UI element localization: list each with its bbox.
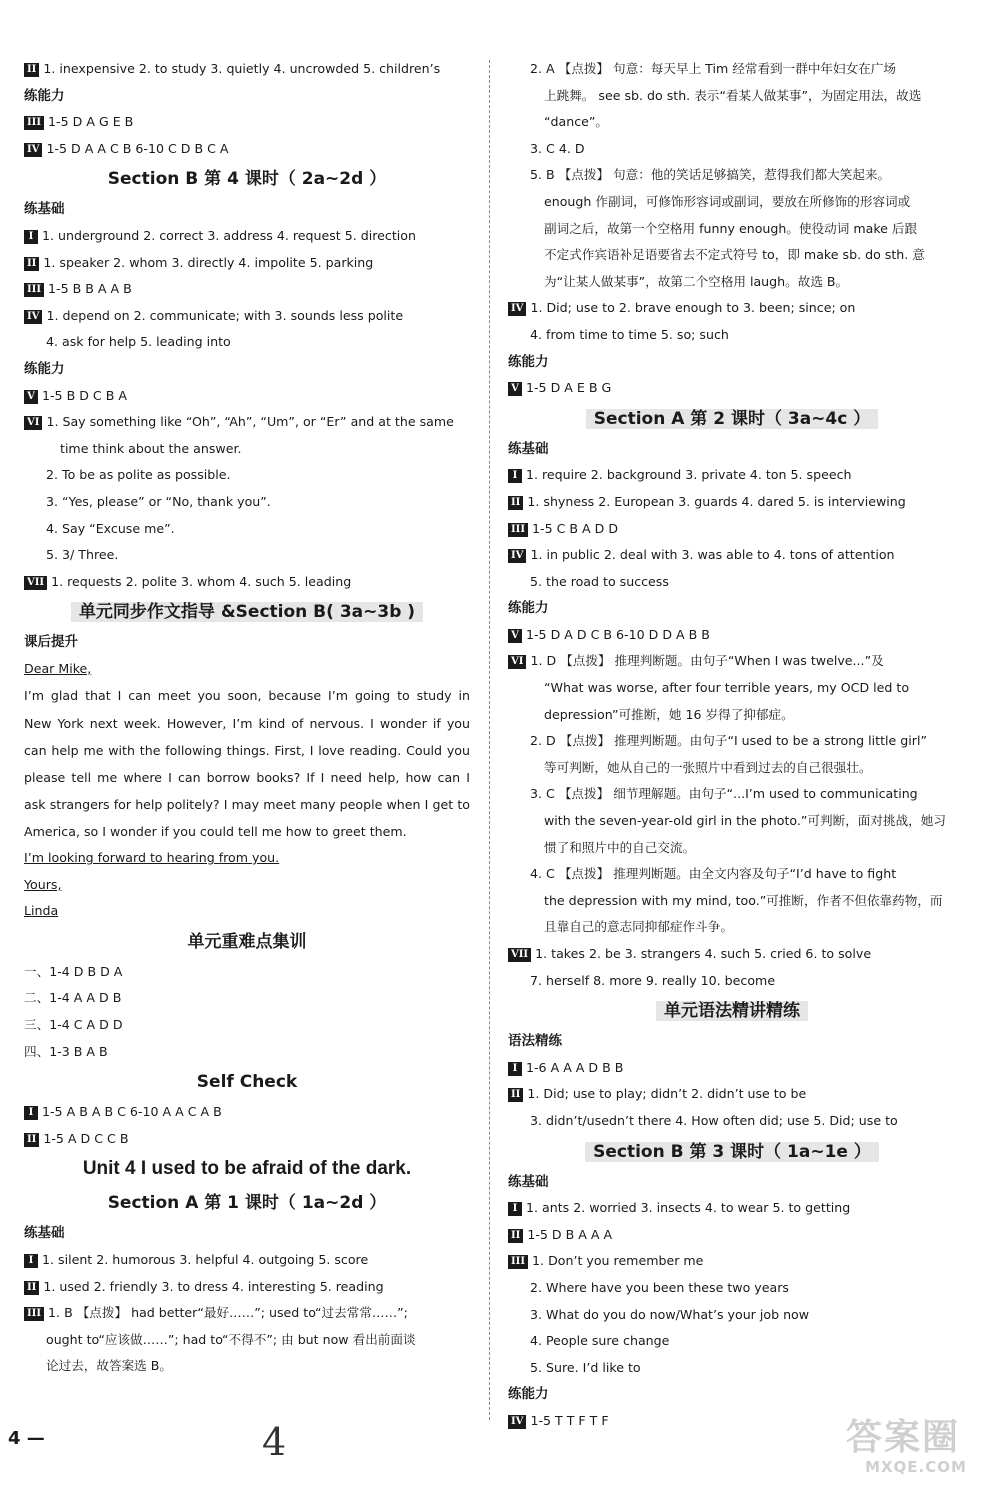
exercise-category-label: 练能力 <box>508 353 549 370</box>
answer-text: 1. speaker 2. whom 3. directly 4. impolite 5. parking <box>43 254 374 270</box>
answer-line <box>508 888 956 915</box>
exercise-category-label: 语法精练 <box>508 1033 562 1050</box>
answer-text: 7. herself 8. more 9. really 10. become <box>530 972 776 988</box>
answer-line <box>24 1353 470 1380</box>
question-number-badge: II <box>508 1088 523 1102</box>
answer-text: ought to“应该做……”; had to“不得不”; 由 but now 看出前面谈 <box>46 1331 416 1347</box>
column-divider <box>489 60 490 1420</box>
answer-text: 且靠自己的意志同抑郁症作斗争。 <box>544 919 733 935</box>
answer-line <box>24 136 470 163</box>
answer-text: 1-5 D B A A A <box>527 1226 613 1242</box>
answer-line <box>24 1126 470 1153</box>
answer-text: 5. 3/ Three. <box>46 547 119 563</box>
answer-text: 4. ask for help 5. leading into <box>46 334 231 350</box>
exercise-category-label: 练基础 <box>24 201 65 218</box>
answer-text: 1. Did; use to 2. brave enough to 3. been; since; on <box>530 300 856 316</box>
answer-text: 3. C 4. D <box>530 140 585 156</box>
unit-title: Unit 4 I used to be afraid of the dark. <box>82 1158 412 1180</box>
question-number-badge: IV <box>508 302 526 316</box>
answer-line <box>24 409 470 436</box>
answer-text: the depression with my mind, too.”可推断，作者不但依靠药物，而 <box>544 892 943 908</box>
answer-text: 1. B 【点拨】 had better“最好……”; used to“过去常常……”; <box>48 1305 408 1321</box>
answer-text: enough 作副词，可修饰形容词或副词，要放在所修饰的形容词或 <box>544 193 911 209</box>
handwritten-page-mark: 4 <box>262 1420 287 1464</box>
answer-text: 1-5 B D C B A <box>42 387 127 403</box>
answer-line <box>508 216 956 243</box>
answer-text: 1-5 A B A B C 6-10 A A C A B <box>42 1104 222 1120</box>
answer-line <box>24 1327 470 1354</box>
answer-text: “What was worse, after four terrible years, my OCD led to <box>544 680 910 696</box>
question-number-badge: IV <box>24 143 42 157</box>
answer-text: 副词之后，故第一个空格用 funny enough。使役动词 make 后跟 <box>544 220 918 236</box>
answer-text: 等可判断，她从自己的一张照片中看到过去的自己很强壮。 <box>544 759 872 775</box>
section-heading-text: 单元语法精讲精练 <box>656 1001 808 1021</box>
exercise-category-label: 练基础 <box>508 1173 549 1190</box>
section-heading-text: 单元同步作文指导 &Section B( 3a~3b ) <box>71 602 423 622</box>
answer-line <box>508 702 956 729</box>
answer-line <box>508 542 956 569</box>
answer-line <box>508 781 956 808</box>
essay-line: please tell me where I can borrow books? If I need help, how can I <box>24 769 470 785</box>
question-number-badge: III <box>24 116 44 130</box>
watermark-title: 答案圈 <box>846 1417 961 1458</box>
question-number-badge: V <box>24 390 38 404</box>
answer-text: 1. shyness 2. European 3. guards 4. dared 5. is interviewing <box>527 493 906 509</box>
answer-text: 1. underground 2. correct 3. address 4. request 5. direction <box>42 227 416 243</box>
answer-text: 1. Did; use to play; didn’t 2. didn’t use to be <box>527 1086 807 1102</box>
question-number-badge: VII <box>508 948 531 962</box>
answer-text: 3. C 【点拨】 细节理解题。由句子“...I’m used to communicating <box>530 786 918 802</box>
answer-line <box>508 941 956 968</box>
answer-text: 1. ants 2. worried 3. insects 4. to wear 5. to getting <box>526 1200 851 1216</box>
answer-line <box>508 162 956 189</box>
answer-text: 1. in public 2. deal with 3. was able to 4. tons of attention <box>530 547 895 563</box>
question-number-badge: II <box>24 1133 39 1147</box>
question-number-badge: III <box>24 283 44 297</box>
essay-line: New York next week. However, I’m kind of nervous. I wonder if you <box>24 715 470 731</box>
answer-text: 1-5 B B A A B <box>48 281 132 297</box>
answer-line <box>508 569 956 596</box>
answer-line <box>508 914 956 941</box>
answer-text: depression”可推断，她 16 岁得了抑郁症。 <box>544 706 794 722</box>
answer-line <box>24 462 470 489</box>
section-heading <box>24 162 470 196</box>
section-heading <box>24 925 470 959</box>
answer-line <box>24 109 470 136</box>
answer-line <box>508 516 956 543</box>
question-number-badge: III <box>24 1307 44 1321</box>
answer-line <box>24 303 470 330</box>
right-column <box>508 56 956 1435</box>
answer-line <box>24 223 470 250</box>
answer-line: 三、1-4 C A D D <box>24 1017 123 1032</box>
question-number-badge: II <box>24 63 39 77</box>
answer-text: 5. Sure. I’d like to <box>530 1359 641 1375</box>
answer-text: 1. Don’t you remember me <box>532 1253 704 1269</box>
answer-text: 1-5 T T F T F <box>530 1412 609 1428</box>
section-heading <box>24 1186 470 1220</box>
answer-line <box>508 835 956 862</box>
exercise-category-label: 练基础 <box>508 440 549 457</box>
answer-text: 为“让某人做某事”，故第二个空格用 laugh。故选 B。 <box>544 273 849 289</box>
answer-text: 1-5 D A G E B <box>48 114 134 130</box>
answer-line <box>24 542 470 569</box>
answer-line <box>508 1108 956 1135</box>
answer-text: 1-5 D A A C B 6-10 C D B C A <box>46 140 229 156</box>
exercise-category-label: 练基础 <box>24 1225 65 1242</box>
question-number-badge: III <box>508 523 528 537</box>
answer-text: 1. used 2. friendly 3. to dress 4. interesting 5. reading <box>43 1278 384 1294</box>
section-heading <box>508 994 956 1028</box>
answer-text: 5. the road to success <box>530 573 669 589</box>
answer-line <box>508 1275 956 1302</box>
answer-line <box>508 1055 956 1082</box>
exercise-category-label: 练能力 <box>24 360 65 377</box>
question-number-badge: III <box>508 1255 528 1269</box>
answer-line <box>508 83 956 110</box>
section-heading <box>508 1135 956 1169</box>
answer-text: 2. Where have you been these two years <box>530 1279 789 1295</box>
answer-text: 1-5 D A E B G <box>526 380 612 396</box>
answer-line <box>508 755 956 782</box>
answer-line <box>508 808 956 835</box>
page-number: 4 — <box>8 1428 45 1449</box>
answer-line <box>508 295 956 322</box>
section-heading <box>508 402 956 436</box>
exercise-category-label: 练能力 <box>508 1386 549 1403</box>
question-number-badge: VI <box>508 655 526 669</box>
answer-text: 4. C 【点拨】 推理判断题。由全文内容及句子“I’d have to fight <box>530 866 897 882</box>
answer-text: 1-6 A A A D B B <box>526 1059 624 1075</box>
answer-line <box>508 489 956 516</box>
answer-line <box>24 329 470 356</box>
answer-line <box>508 861 956 888</box>
answer-line <box>24 1247 470 1274</box>
letter-line: I’m looking forward to hearing from you. <box>24 850 280 866</box>
answer-line <box>508 269 956 296</box>
answer-line: 二、1-4 A A D B <box>24 990 122 1006</box>
answer-text: 3. “Yes, please” or “No, thank you”. <box>46 493 271 509</box>
question-number-badge: VI <box>24 416 42 430</box>
answer-text: 1. require 2. background 3. private 4. ton 5. speech <box>526 467 852 483</box>
answer-text: 1. requests 2. polite 3. whom 4. such 5. leading <box>51 573 352 589</box>
answer-text: 2. D 【点拨】 推理判断题。由句子“I used to be a strong little girl” <box>530 733 927 749</box>
answer-line <box>24 436 470 463</box>
answer-line <box>24 276 470 303</box>
answer-line <box>24 489 470 516</box>
answer-text: 4. People sure change <box>530 1333 670 1349</box>
answer-text: 1-5 D A D C B 6-10 D D A B B <box>526 626 710 642</box>
answer-text: 不定式作宾语补足语要省去不定式符号 to，即 make sb. do sth. 意 <box>544 247 925 263</box>
answer-line <box>24 250 470 277</box>
watermark-url: MXQE.COM <box>865 1458 967 1476</box>
question-number-badge: II <box>24 257 39 271</box>
answer-text: “dance”。 <box>544 114 609 130</box>
answer-line <box>508 56 956 83</box>
answer-line <box>508 109 956 136</box>
answer-line <box>508 622 956 649</box>
answer-text: 论过去，故答案选 B。 <box>46 1358 172 1374</box>
question-number-badge: IV <box>508 549 526 563</box>
question-number-badge: II <box>508 1229 523 1243</box>
answer-text: 惯了和照片中的自己交流。 <box>544 839 696 855</box>
answer-line <box>508 648 956 675</box>
answer-line <box>24 1300 470 1327</box>
left-column <box>24 56 470 1380</box>
answer-line <box>508 136 956 163</box>
letter-line: Yours, <box>24 876 62 892</box>
answer-text: 1. silent 2. humorous 3. helpful 4. outgoing 5. score <box>42 1251 369 1267</box>
answer-text: 3. What do you do now/What’s your job now <box>530 1306 810 1322</box>
letter-line: Dear Mike, <box>24 660 92 676</box>
answer-line <box>508 1328 956 1355</box>
answer-line <box>508 1302 956 1329</box>
answer-line <box>508 1248 956 1275</box>
question-number-badge: IV <box>508 1415 526 1429</box>
answer-line <box>24 383 470 410</box>
answer-line: 四、1-3 B A B <box>24 1043 108 1059</box>
answer-line <box>508 322 956 349</box>
question-number-badge: VII <box>24 576 47 590</box>
answer-line: 一、1-4 D B D A <box>24 963 123 979</box>
answer-text: 4. Say “Excuse me”. <box>46 520 175 536</box>
answer-text: 3. didn’t/usedn’t there 4. How often did; use 5. Did; use to <box>530 1112 898 1128</box>
answer-text: 1. depend on 2. communicate; with 3. sounds less polite <box>46 307 404 323</box>
answer-text: with the seven-year-old girl in the photo.”可判断，面对挑战，她习 <box>544 813 946 829</box>
answer-text: 上跳舞。 see sb. do sth. 表示“看某人做某事”，为固定用法，故选 <box>544 87 922 103</box>
answer-text: time think about the answer. <box>60 440 242 456</box>
answer-line <box>508 1081 956 1108</box>
question-number-badge: I <box>24 1106 38 1120</box>
answer-text: 5. B 【点拨】 句意：他的笑话足够搞笑，惹得我们都大笑起来。 <box>530 167 891 183</box>
question-number-badge: I <box>24 230 38 244</box>
answer-text: 1. takes 2. be 3. strangers 4. such 5. cried 6. to solve <box>535 946 872 961</box>
section-heading <box>24 595 470 629</box>
essay-line: I’m glad that I can meet you soon, because I’m going to study in <box>24 688 470 704</box>
answer-line <box>508 1355 956 1382</box>
answer-text: 1. D 【点拨】 推理判断题。由句子“When I was twelve...”及 <box>530 653 884 669</box>
question-number-badge: I <box>508 1202 522 1216</box>
section-heading <box>24 1065 470 1099</box>
question-number-badge: V <box>508 382 522 396</box>
answer-line <box>508 675 956 702</box>
section-heading-text: Self Check <box>196 1072 298 1093</box>
answer-text: 4. from time to time 5. so; such <box>530 326 729 342</box>
question-number-badge: V <box>508 629 522 643</box>
answer-line <box>508 242 956 269</box>
question-number-badge: II <box>508 496 523 510</box>
exercise-category-label: 练能力 <box>24 87 65 104</box>
answer-line <box>24 56 470 83</box>
exercise-category-label: 练能力 <box>508 600 549 617</box>
section-heading-text: 单元重难点集训 <box>187 931 307 952</box>
question-number-badge: IV <box>24 310 42 324</box>
answer-line <box>508 1222 956 1249</box>
answer-text: 2. To be as polite as possible. <box>46 467 231 483</box>
letter-line: Linda <box>24 903 59 919</box>
watermark-logo <box>846 1418 986 1480</box>
essay-line: America, so I wonder if you could tell me how to greet them. <box>24 823 407 839</box>
essay-line: can help me with the following things. First, I love reading. Could you <box>24 742 470 758</box>
section-heading-text: Section A 第 1 课时（ 1a~2d ） <box>107 1193 387 1214</box>
answer-line <box>508 189 956 216</box>
answer-text: 1-5 C B A D D <box>532 520 619 536</box>
question-number-badge: II <box>24 1281 39 1295</box>
section-heading-text: Section A 第 2 课时（ 3a~4c ） <box>586 409 879 429</box>
section-heading-text: Section B 第 3 课时（ 1a~1e ） <box>585 1142 879 1162</box>
answer-text: 1. Say something like “Oh”, “Ah”, “Um”, or “Er” and at the same <box>46 414 454 430</box>
answer-line <box>24 516 470 543</box>
answer-line <box>508 728 956 755</box>
answer-line <box>24 1099 470 1126</box>
question-number-badge: I <box>508 1062 522 1076</box>
answer-line <box>508 462 956 489</box>
exercise-category-label: 课后提升 <box>24 634 78 651</box>
question-number-badge: I <box>24 1254 38 1268</box>
answer-line <box>24 1274 470 1301</box>
answer-line <box>508 1195 956 1222</box>
answer-text: 1-5 A D C C B <box>43 1130 129 1146</box>
answer-text: 1. inexpensive 2. to study 3. quietly 4. uncrowded 5. children’s <box>43 61 441 76</box>
answer-line <box>24 569 470 596</box>
answer-line <box>508 968 956 995</box>
answer-line <box>508 375 956 402</box>
section-heading-text: Section B 第 4 课时（ 2a~2d ） <box>107 169 387 190</box>
essay-line: ask strangers for help politely? I may meet many people when I get to <box>24 796 470 812</box>
answer-text: 2. A 【点拨】 句意：每天早上 Tim 经常看到一群中年妇女在广场 <box>530 61 896 76</box>
question-number-badge: I <box>508 469 522 483</box>
